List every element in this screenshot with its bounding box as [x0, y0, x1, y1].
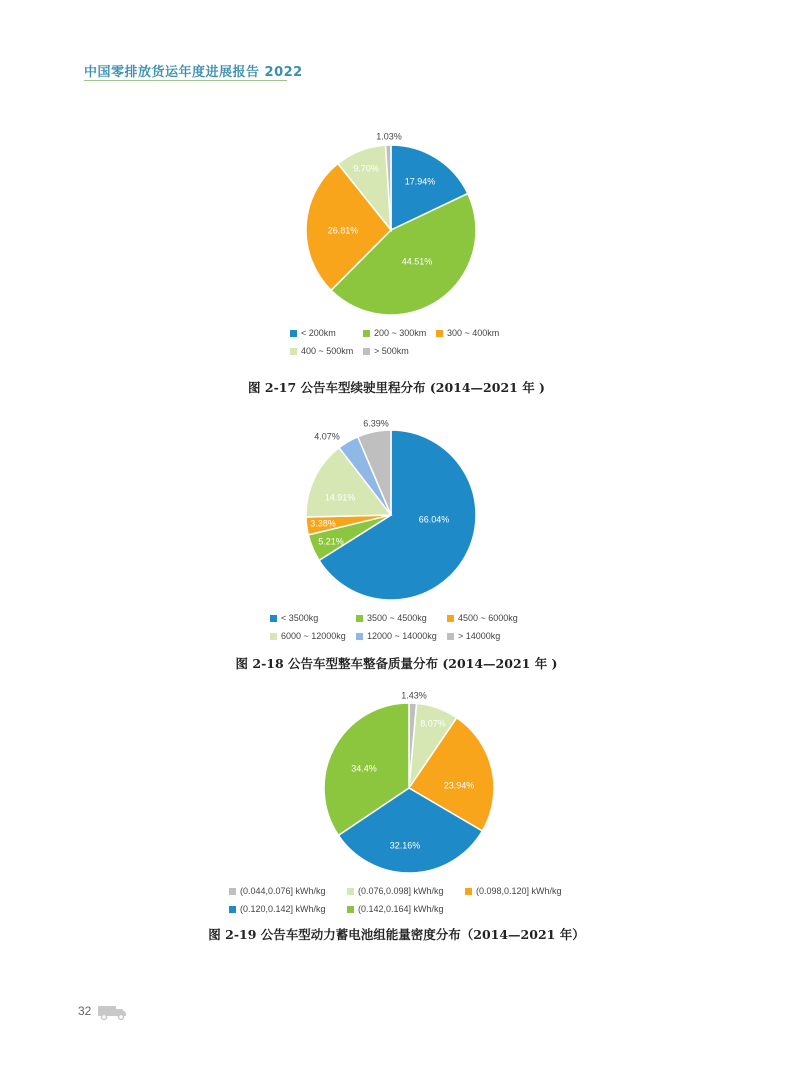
- legend-label: (0.120,0.142] kWh/kg: [240, 904, 326, 914]
- data-label: 14.91%: [324, 492, 356, 503]
- legend-item: [347, 904, 444, 914]
- legend-item: [465, 886, 562, 896]
- data-label: 23.94%: [443, 780, 475, 791]
- caption-mass: 图 2-18 公告车型整车整备质量分布 (2014—2021 年 ): [235, 656, 558, 671]
- legend-swatch: [347, 888, 354, 895]
- data-label: 66.04%: [418, 514, 450, 525]
- legend-label: (0.076,0.098] kWh/kg: [358, 886, 444, 896]
- caption-range: 图 2-17 公告车型续驶里程分布 (2014—2021 年 ): [248, 380, 545, 395]
- legend-item: [229, 886, 326, 896]
- legend-label: 200 ~ 300km: [374, 328, 427, 338]
- legend-label: 3500 ~ 4500kg: [367, 613, 427, 623]
- legend-swatch: [465, 888, 472, 895]
- legend-item: [347, 886, 444, 896]
- data-label: 34.4%: [351, 763, 377, 774]
- legend-item: [229, 904, 326, 914]
- data-label: 8.07%: [420, 718, 446, 729]
- data-label: 6.39%: [363, 418, 389, 429]
- legend-swatch: [229, 888, 236, 895]
- data-label: 32.16%: [389, 840, 421, 851]
- legend-label: < 200km: [301, 328, 336, 338]
- data-label: 17.94%: [404, 176, 436, 187]
- legend-label: (0.044,0.076] kWh/kg: [240, 886, 326, 896]
- data-label: 44.51%: [401, 256, 433, 267]
- page-number: 32: [78, 1004, 92, 1018]
- data-label: 5.21%: [318, 536, 344, 547]
- legend-label: 12000 ~ 14000kg: [367, 631, 437, 641]
- truck-icon: [98, 1004, 128, 1020]
- data-label: 4.07%: [314, 431, 340, 442]
- report-title: 中国零排放货运年度进展报告 2022: [84, 65, 303, 80]
- data-label: 9.70%: [353, 163, 379, 174]
- data-label: 3.38%: [310, 518, 336, 529]
- legend-label: > 500km: [374, 346, 409, 356]
- legend-label: (0.142,0.164] kWh/kg: [358, 904, 444, 914]
- data-label: 1.43%: [401, 690, 427, 701]
- legend-label: 400 ~ 500km: [301, 346, 354, 356]
- legend-swatch: [229, 906, 236, 913]
- legend-label: (0.098,0.120] kWh/kg: [476, 886, 562, 896]
- legend-label: 6000 ~ 12000kg: [281, 631, 346, 641]
- data-label: 26.81%: [327, 225, 359, 236]
- data-label: 1.03%: [376, 131, 402, 142]
- legend-swatch: [347, 906, 354, 913]
- legend-label: 4500 ~ 6000kg: [458, 613, 518, 623]
- caption-energy-density: 图 2-19 公告车型动力蓄电池组能量密度分布（2014—2021 年）: [208, 927, 585, 942]
- legend-label: 300 ~ 400km: [447, 328, 500, 338]
- legend-label: < 3500kg: [281, 613, 319, 623]
- legend-label: > 14000kg: [458, 631, 501, 641]
